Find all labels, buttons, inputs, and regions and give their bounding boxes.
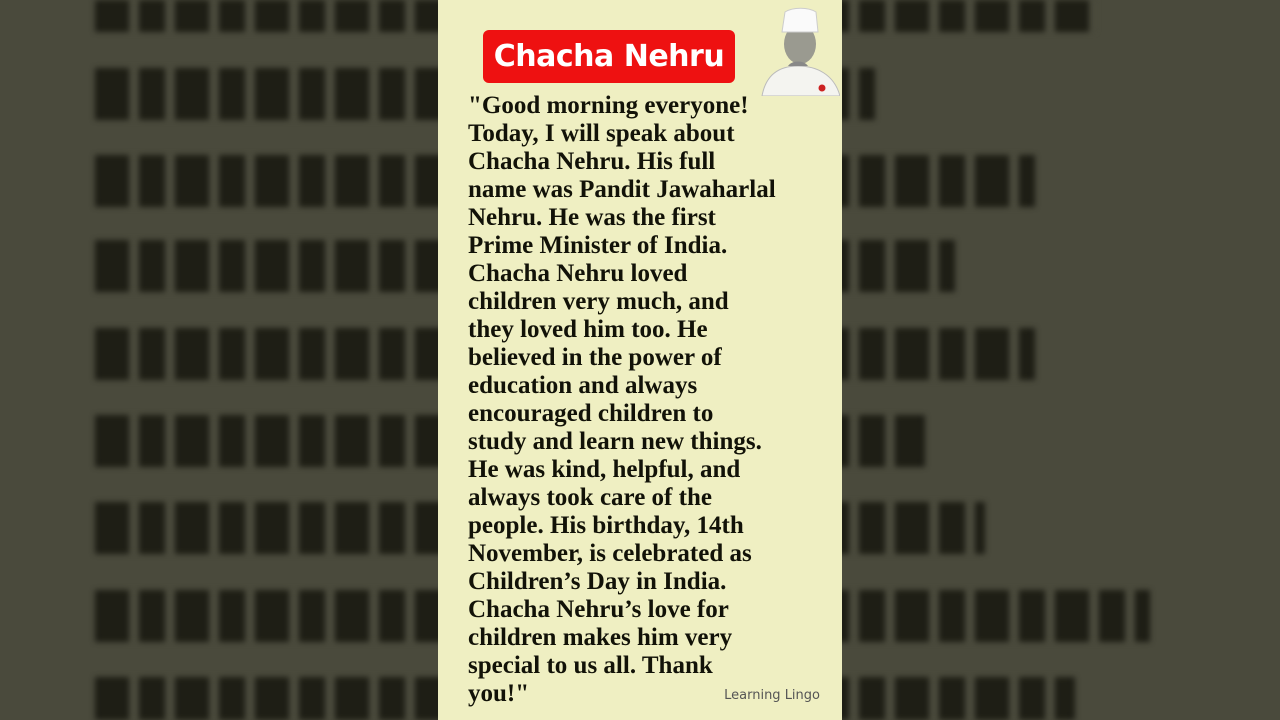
speech-line: Today, I will speak about (468, 120, 735, 147)
speech-line: Chacha Nehru loved (468, 260, 688, 287)
speech-text (468, 92, 776, 708)
speech-line: people. His birthday, 14th (468, 512, 744, 539)
speech-line: Nehru. He was the first (468, 204, 716, 231)
speech-line: they loved him too. He (468, 316, 708, 343)
speech-line: name was Pandit Jawaharlal (468, 176, 776, 203)
speech-line: special to us all. Thank (468, 652, 713, 679)
channel-credit: Learning Lingo (724, 688, 820, 703)
speech-line: Chacha Nehru. His full (468, 148, 716, 175)
speech-line: Chacha Nehru’s love for (468, 596, 729, 623)
speech-line: November, is celebrated as (468, 540, 752, 567)
speech-line: Prime Minister of India. (468, 232, 728, 259)
speech-line: Children’s Day in India. (468, 568, 727, 595)
speech-line: always took care of the (468, 484, 712, 511)
speech-line: believed in the power of (468, 344, 722, 371)
title-badge: Chacha Nehru (483, 30, 735, 83)
speech-line: He was kind, helpful, and (468, 456, 741, 483)
speech-line: children makes him very (468, 624, 733, 651)
speech-line: "Good morning everyone! (468, 92, 749, 119)
speech-line: study and learn new things. (468, 428, 762, 455)
speech-line: children very much, and (468, 288, 729, 315)
speech-line: encouraged children to (468, 400, 714, 427)
nehru-portrait-image (758, 4, 840, 96)
speech-line: you!" (468, 680, 530, 707)
speech-line: education and always (468, 372, 698, 399)
short-video-frame (438, 0, 842, 720)
